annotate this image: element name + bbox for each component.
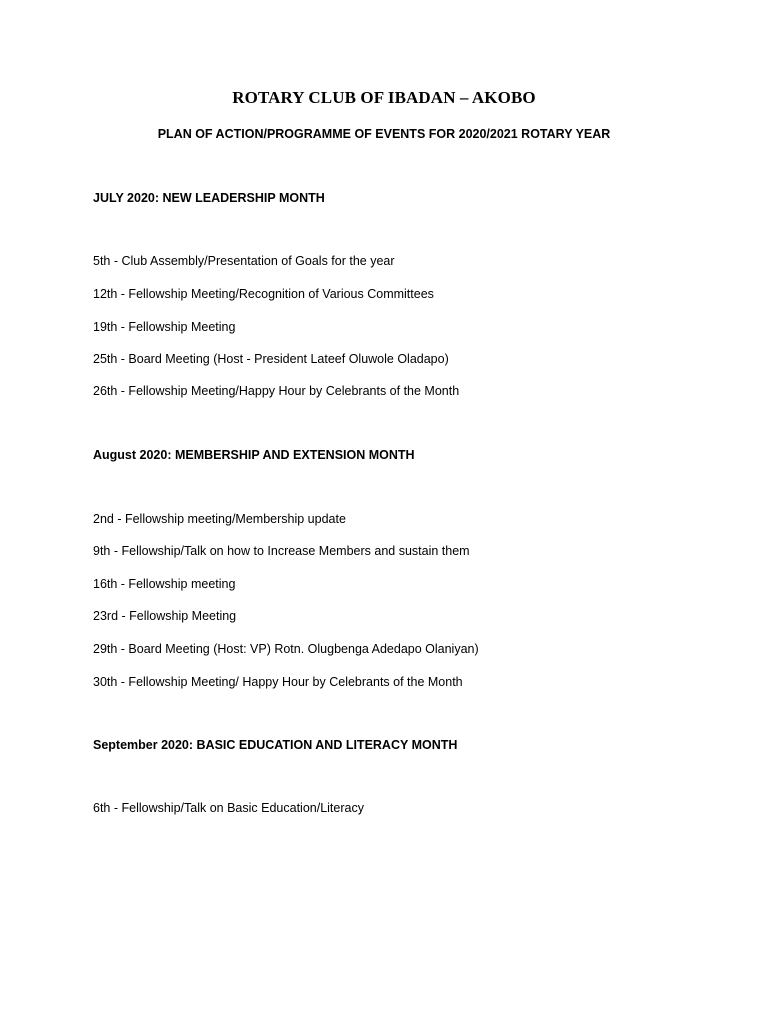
month-heading-august: August 2020: MEMBERSHIP AND EXTENSION MONTH [93, 448, 415, 462]
event-item: 30th - Fellowship Meeting/ Happy Hour by Celebrants of the Month [93, 675, 463, 689]
event-item: 29th - Board Meeting (Host: VP) Rotn. Olugbenga Adedapo Olaniyan) [93, 642, 479, 656]
event-item: 12th - Fellowship Meeting/Recognition of Various Committees [93, 287, 434, 301]
event-item: 19th - Fellowship Meeting [93, 320, 236, 334]
month-heading-july: JULY 2020: NEW LEADERSHIP MONTH [93, 191, 325, 205]
month-heading-september: September 2020: BASIC EDUCATION AND LITERACY MONTH [93, 738, 458, 752]
event-item: 26th - Fellowship Meeting/Happy Hour by Celebrants of the Month [93, 384, 460, 398]
document-subtitle: PLAN OF ACTION/PROGRAMME OF EVENTS FOR 2020/2021 ROTARY YEAR [157, 127, 611, 141]
document-title: ROTARY CLUB OF IBADAN – AKOBO [232, 88, 536, 107]
event-item: 6th - Fellowship/Talk on Basic Education/Literacy [93, 801, 364, 815]
event-item: 23rd - Fellowship Meeting [93, 609, 237, 623]
event-item: 25th - Board Meeting (Host - President Lateef Oluwole Oladapo) [93, 352, 449, 366]
event-item: 9th - Fellowship/Talk on how to Increase Members and sustain them [93, 544, 470, 558]
event-item: 16th - Fellowship meeting [93, 577, 236, 591]
event-item: 5th - Club Assembly/Presentation of Goals for the year [93, 254, 395, 268]
event-item: 2nd - Fellowship meeting/Membership update [93, 512, 346, 526]
